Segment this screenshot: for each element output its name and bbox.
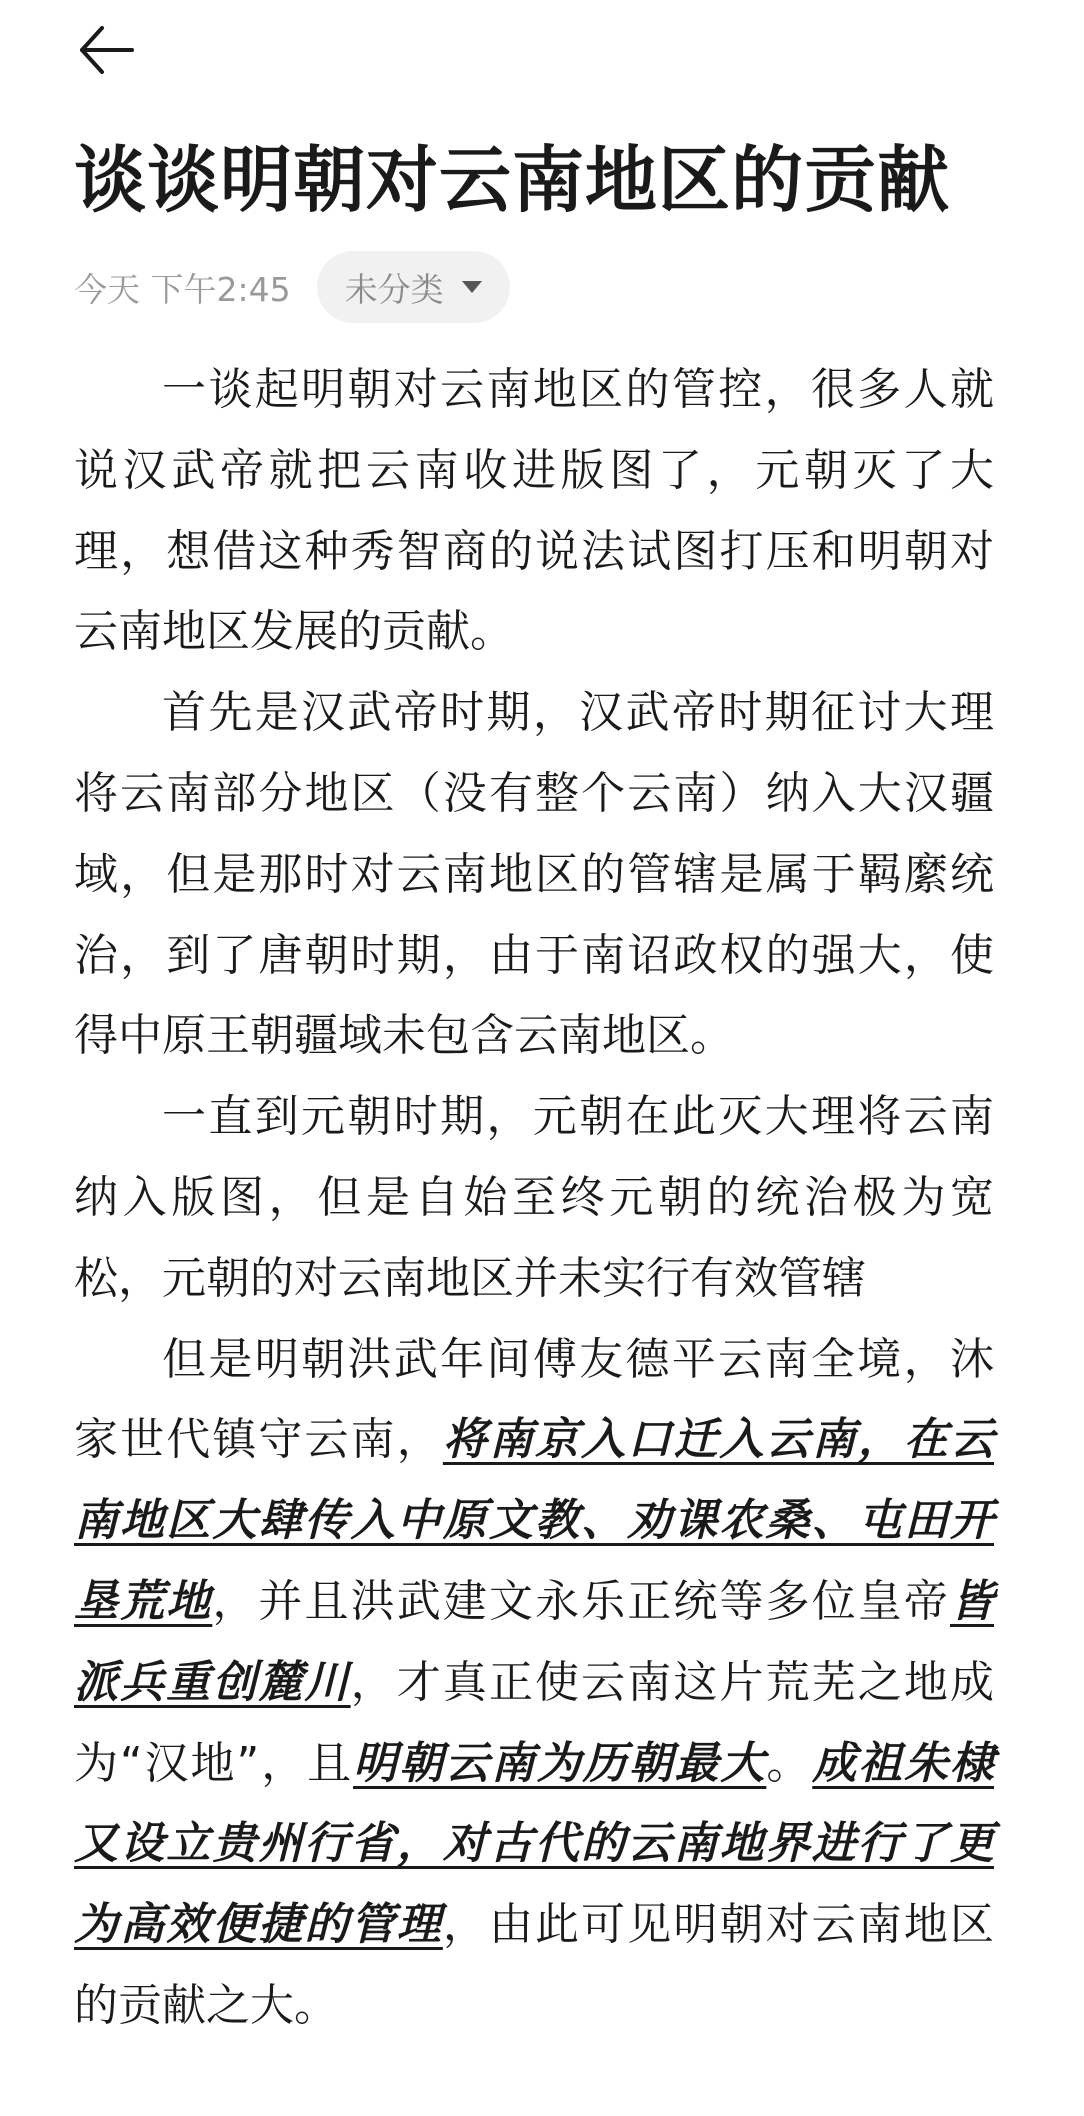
category-label: 未分类 xyxy=(344,269,444,309)
paragraph-1: 一谈起明朝对云南地区的管控，很多人就说汉武帝就把云南收进版图了，元朝灭了大理，想借这种秀智商的说法试图打压和明朝对云南地区发展的贡献。 xyxy=(74,364,994,658)
text-segment: 。 xyxy=(766,1737,813,1789)
text-segment: 但是明朝洪武年间傅友德平云南全境，沐家世代镇守云南， xyxy=(74,1333,994,1466)
top-bar xyxy=(0,0,1084,100)
back-arrow-icon xyxy=(76,20,136,80)
highlighted-text: 成祖朱棣又设立贵州行省，对古代的云南地界进行了更为高效便捷的管理 xyxy=(74,1737,995,1951)
back-button[interactable] xyxy=(70,14,142,86)
note-meta xyxy=(74,250,510,324)
text-segment: ，才真正使云南这片荒芜之地成为“汉地”，且 xyxy=(74,1656,995,1789)
highlighted-text: 明朝云南为历朝最大 xyxy=(353,1737,767,1789)
note-title: 谈谈明朝对云南地区的贡献 xyxy=(74,138,951,222)
text-segment: ，并且洪武建文永乐正统等多位皇帝 xyxy=(212,1575,951,1627)
text-segment: ，由此可见明朝对云南地区的贡献之大。 xyxy=(74,1899,995,2031)
note-body[interactable] xyxy=(74,350,994,2047)
highlighted-text: 皆派兵重创麓川 xyxy=(74,1575,995,1708)
caret-down-icon xyxy=(462,281,482,293)
paragraph-4 xyxy=(74,1320,994,2047)
highlighted-text: 将南京入口迁入云南，在云南地区大肆传入中原文教、劝课农桑、屯田开垦荒地 xyxy=(74,1414,995,1627)
paragraph-3: 一直到元朝时期，元朝在此灭大理将云南纳入版图，但是自始至终元朝的统治极为宽松，元朝的对云南地区并未实行有效管辖 xyxy=(74,1091,994,1304)
category-selector[interactable] xyxy=(317,251,510,323)
paragraph-2: 首先是汉武帝时期，汉武帝时期征讨大理将云南部分地区（没有整个云南）纳入大汉疆域，但是那时对云南地区的管辖是属于羁縻统治，到了唐朝时期，由于南诏政权的强大，使得中原王朝疆域未包含云南地区。 xyxy=(74,687,994,1062)
note-timestamp: 今天 下午2:45 xyxy=(74,269,291,309)
